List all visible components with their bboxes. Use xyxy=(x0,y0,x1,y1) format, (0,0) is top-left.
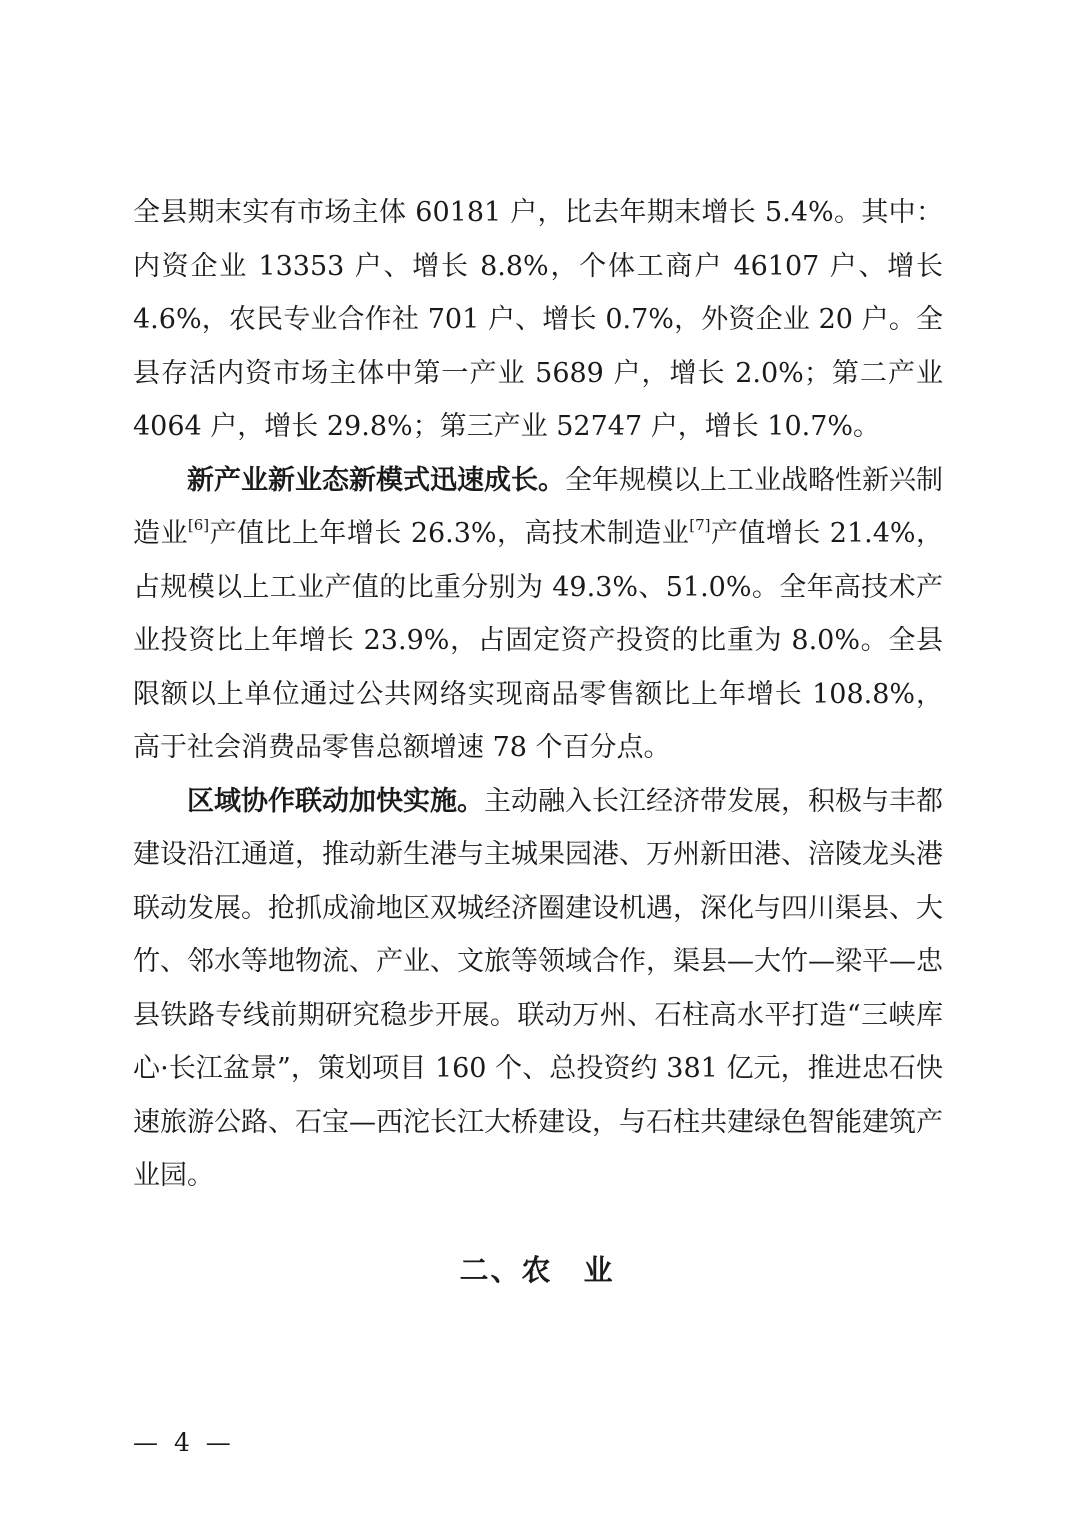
page-number: — 4 — xyxy=(133,1428,235,1457)
paragraph-text: 产值比上年增长 26.3%，高技术制造业 xyxy=(209,518,690,549)
paragraph-new-industries xyxy=(133,454,943,775)
footnote-ref-7[interactable]: [7] xyxy=(689,516,711,534)
body-text xyxy=(133,186,943,1203)
paragraph-lead: 区域协作联动加快实施。 xyxy=(187,785,484,817)
paragraph-regional-cooperation xyxy=(133,775,943,1203)
paragraph-text: 全年规模以上工业战略性新兴制造业 xyxy=(133,464,943,549)
paragraph-market-entities xyxy=(133,186,943,454)
footnote-ref-6[interactable]: [6] xyxy=(187,516,210,534)
section-title: 二、农 业 xyxy=(459,1253,615,1287)
paragraph-text: 全县期末实有市场主体 60181 户，比去年期末增长 5.4%。其中：内资企业 13353 户、增长 8.8%，个体工商户 46107 户、增长 4.6%，农民专业合作社 701 户、增长 0.7%，外资企业 20 户。全县存活内资市场主体中第一产业 5689 户，增长 2.0%；第二产业 4064 户，增长 29.8%；第三产业 52747 户，增长 10.7%。 xyxy=(133,197,943,442)
paragraph-text: 产值增长 21.4%，占规模以上工业产值的比重分别为 49.3%、51.0%。全年高技术产业投资比上年增长 23.9%，占固定资产投资的比重为 8.0%。全县限额以上单位通过公共网络实现商品零售额比上年增长 108.8%，高于社会消费品零售总额增速 78 个百分点。 xyxy=(133,518,943,763)
paragraph-lead: 新产业新业态新模式迅速成长。 xyxy=(187,464,565,496)
paragraph-text: 主动融入长江经济带发展，积极与丰都建设沿江通道，推动新生港与主城果园港、万州新田港、涪陵龙头港联动发展。抢抓成渝地区双城经济圈建设机遇，深化与四川渠县、大竹、邻水等地物流、产业、文旅等领域合作，渠县—大竹—梁平—忠县铁路专线前期研究稳步开展。联动万州、石柱高水平打造“三峡库心·长江盆景”，策划项目 160 个、总投资约 381 亿元，推进忠石快速旅游公路、石宝—西沱长江大桥建设，与石柱共建绿色智能建筑产业园。 xyxy=(133,785,943,1191)
